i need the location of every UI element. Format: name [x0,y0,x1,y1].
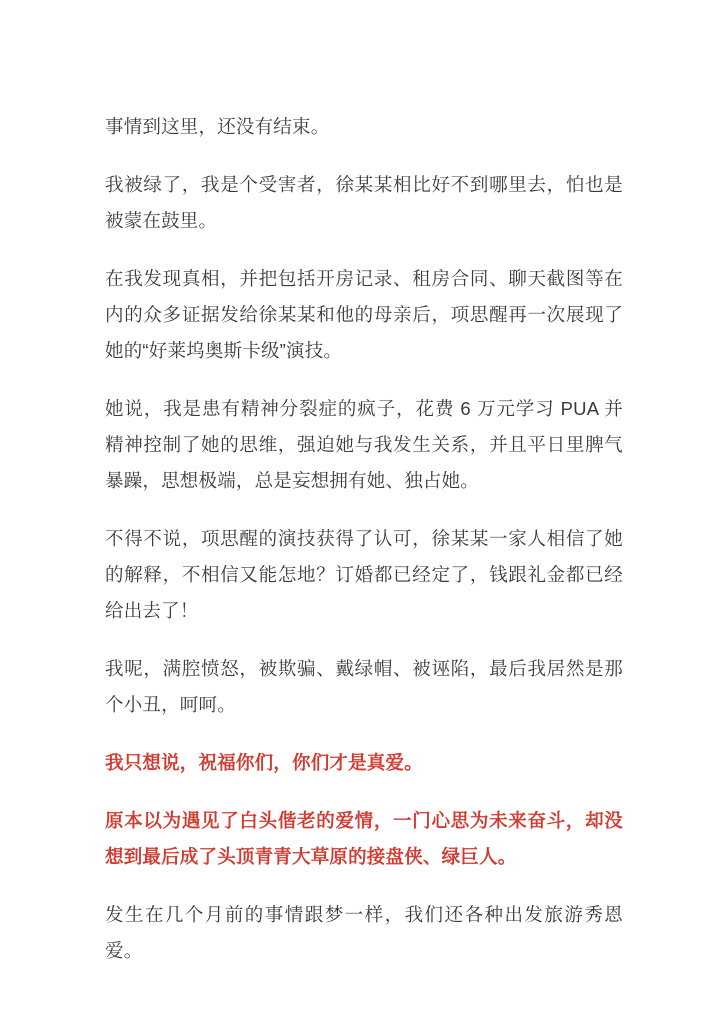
paragraph: 我被绿了，我是个受害者，徐某某相比好不到哪里去，怕也是被蒙在鼓里。 [105,174,623,231]
paragraph: 她说，我是患有精神分裂症的疯子，花费 6 万元学习 PUA 并精神控制了她的思维，强迫她与我发生关系，并且平日里脾气暴躁，思想极端，总是妄想拥有她、独占她。 [105,398,623,491]
paragraph-emphasis: 原本以为遇见了白头偕老的爱情，一门心思为未来奋斗，却没想到最后成了头顶青青大草原的接盘侠、绿巨人。 [105,810,623,867]
paragraph: 事情到这里，还没有结束。 [105,116,330,137]
paragraph: 在我发现真相，并把包括开房记录、租房合同、聊天截图等在内的众多证据发给徐某某和他的母亲后，项思醒再一次展现了她的“好莱坞奥斯卡级”演技。 [105,268,623,361]
paragraph: 发生在几个月前的事情跟梦一样，我们还各种出发旅游秀恩爱。 [105,904,623,961]
paragraph: 不得不说，项思醒的演技获得了认可，徐某某一家人相信了她的解释，不相信又能怎地？订婚都已经定了，钱跟礼金都已经给出去了！ [105,528,623,621]
paragraph: 我呢，满腔愤怒，被欺骗、戴绿帽、被诬陷，最后我居然是那个小丑，呵呵。 [105,658,623,715]
paragraph-emphasis: 我只想说，祝福你们，你们才是真爱。 [105,752,423,773]
